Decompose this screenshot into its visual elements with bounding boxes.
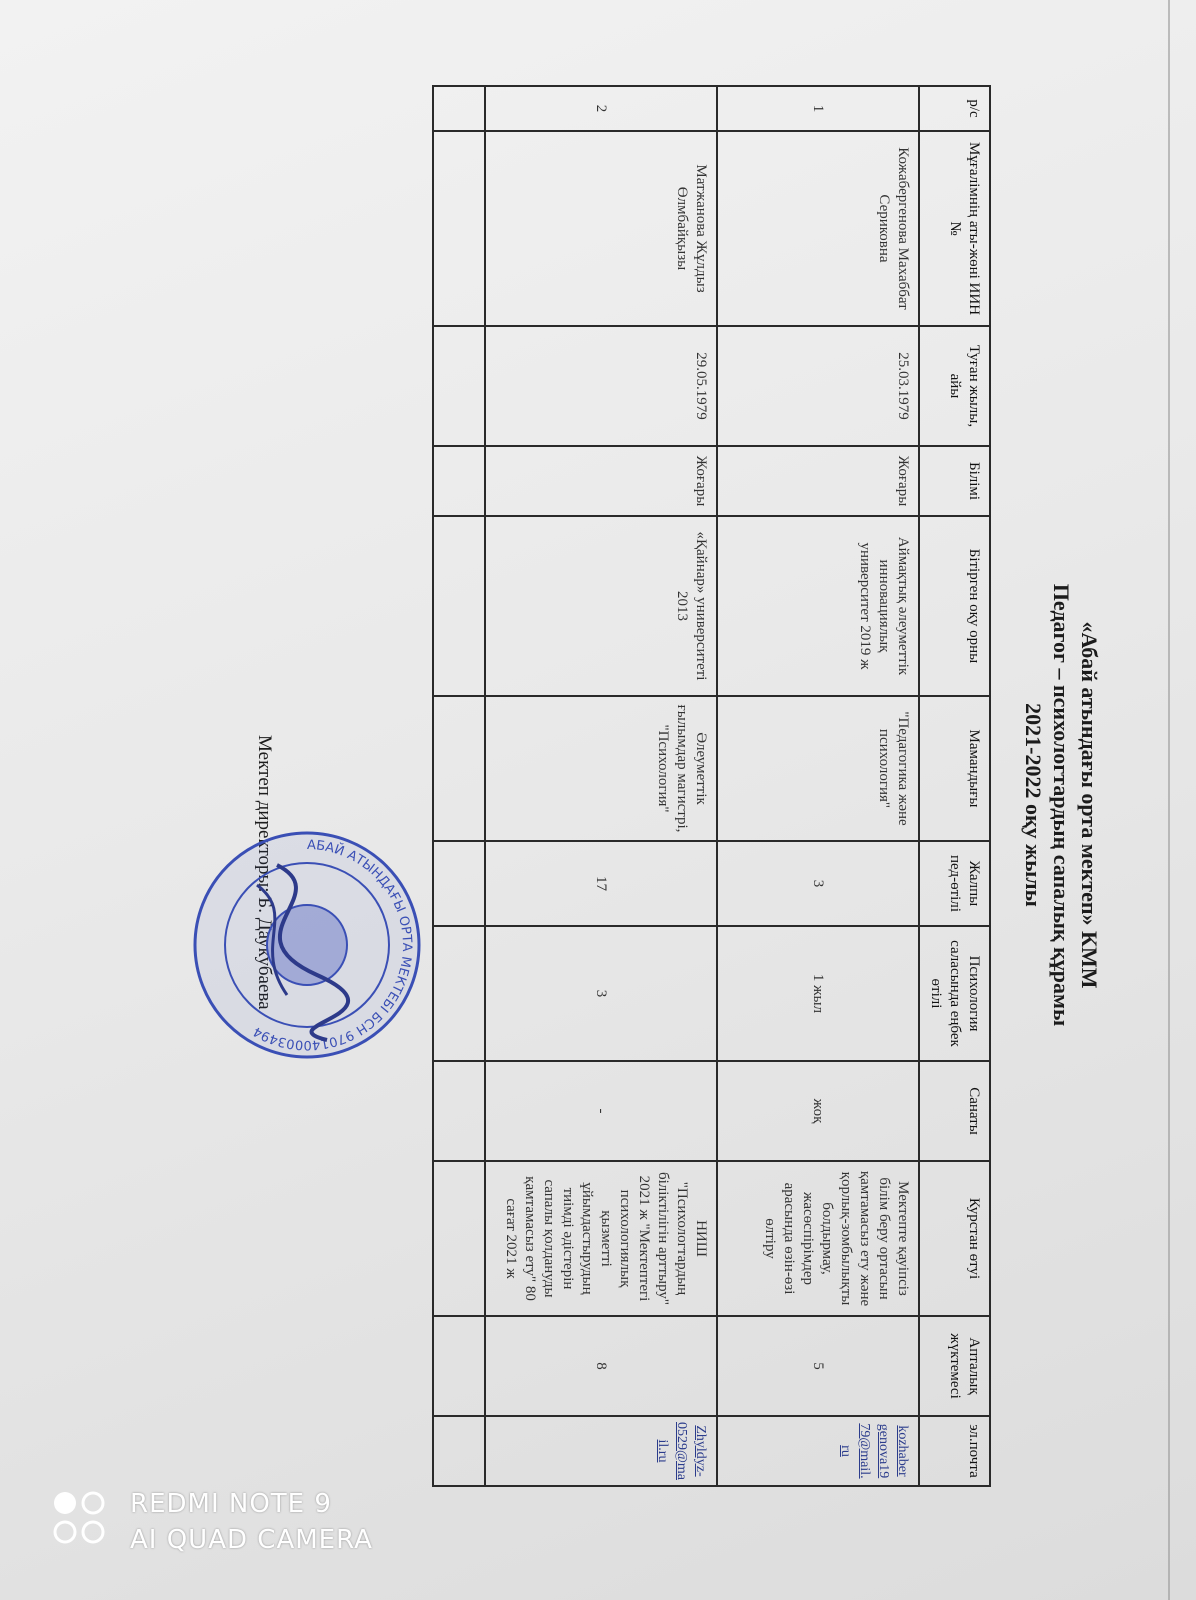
school-stamp-icon (187, 825, 427, 1065)
ped-experience: 17 (485, 841, 717, 926)
header-cell: Туған жылы, айы (919, 326, 990, 446)
email-link[interactable]: kozhabergenova1979@mail.ru (717, 1416, 919, 1486)
header-cell: Санаты (919, 1061, 990, 1161)
watermark-model: REDMI NOTE 9 (130, 1489, 332, 1519)
watermark-camera: AI QUAD CAMERA (130, 1525, 373, 1555)
header-cell: эл.почта (919, 1416, 990, 1486)
header-cell: Жалпы пед-өтілі (919, 841, 990, 926)
row-number: 2 (485, 86, 717, 131)
ped-experience: 3 (717, 841, 919, 926)
weekly-load: 8 (485, 1316, 717, 1416)
institution: Аймақтық әлеуметтік инновациялық университет 2019 ж (717, 516, 919, 696)
header-cell: Бітірген оқу орны (919, 516, 990, 696)
specialty: Әлеуметтік ғылымдар магистрі, "Психология" (485, 696, 717, 841)
courses: Мектепте қауіпсіз білім беру ортасын қамтамасыз ету және қорлық-зомбылықты болдырмау, жасөспірімдер арасында өзін-өзі өлтіру (717, 1161, 919, 1316)
document-sheet (217, 45, 1117, 1565)
table-row (717, 86, 919, 1486)
document-subtitle: Педагог – психологтардың сапалық құрамы (1049, 583, 1074, 1027)
header-cell: Психология саласында еңбек өтілі (919, 926, 990, 1061)
document-titles (1019, 45, 1103, 1565)
birth-date: 29.05.1979 (485, 326, 717, 446)
header-cell: Апталық жүктемесі (919, 1316, 990, 1416)
table-row (485, 86, 717, 1486)
header-cell: Мұғалімнің аты-жөні ИИН № (919, 131, 990, 326)
header-cell: Білімі (919, 446, 990, 516)
category: - (485, 1061, 717, 1161)
psy-experience: 1 жыл (717, 926, 919, 1061)
education: Жоғары (717, 446, 919, 516)
header-cell: Курстан өтуі (919, 1161, 990, 1316)
teacher-name: Кожабергенова Махаббат Сериковна (717, 131, 919, 326)
staff-table (432, 85, 991, 1487)
specialty: "Педагогика және психология" (717, 696, 919, 841)
row-number: 1 (717, 86, 919, 131)
category: жоқ (717, 1061, 919, 1161)
document-title: «Абай атындағы орта мектеп» КММ (1077, 621, 1102, 989)
document-year: 2021-2022 оқу жылы (1021, 703, 1046, 907)
birth-date: 25.03.1979 (717, 326, 919, 446)
stamp-text: АБАЙ АТЫНДАҒЫ ОРТА МЕКТЕБІ БСН 970140003494 (251, 837, 415, 1053)
email-link[interactable]: Zhyldyz-0529@mail.ru (485, 1416, 717, 1486)
table-header-row (919, 86, 990, 1486)
institution: «Қайнар» университеті 2013 (485, 516, 717, 696)
table-row (433, 86, 485, 1486)
teacher-name: Матжанова Жұлдыз Өлмбайқызы (485, 131, 717, 326)
page-edge (1168, 0, 1170, 1600)
psy-experience: 3 (485, 926, 717, 1061)
courses: НИШ "Психологтардың біліктілігін арттыру" 2021 ж "Мектептегі психологиялық қызметті ұйымдастырудың тиімді әдістерін сапалы қолдануды қамтамасыз ету" 80 сағат 2021 ж (485, 1161, 717, 1316)
education: Жоғары (485, 446, 717, 516)
header-cell: р/с (919, 86, 990, 131)
weekly-load: 5 (717, 1316, 919, 1416)
header-cell: Мамандығы (919, 696, 990, 841)
quad-camera-icon (50, 1490, 110, 1550)
